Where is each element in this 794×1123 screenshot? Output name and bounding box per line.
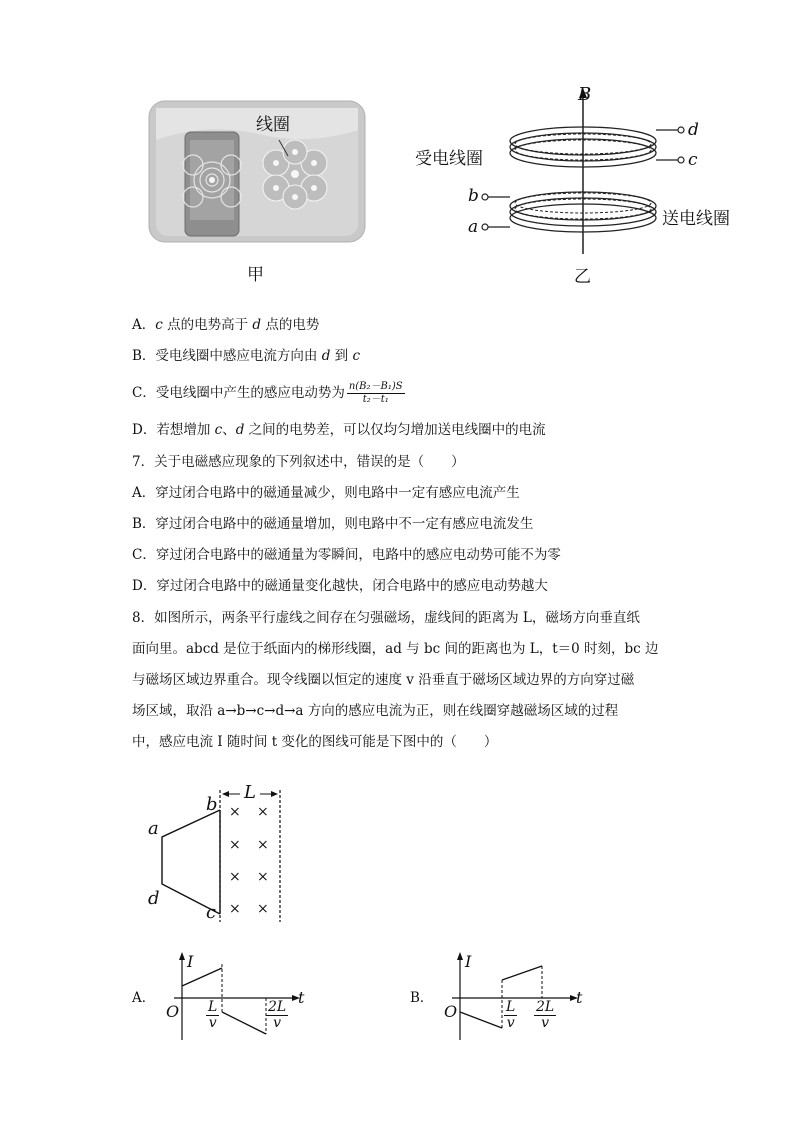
field-mark: × xyxy=(257,901,269,917)
q8-stem-line3: 与磁场区域边界重合。现令线圈以恒定的速度 v 沿垂直于磁场区域边界的方向穿过磁 xyxy=(132,672,635,688)
graph-b xyxy=(438,950,588,1045)
q8-stem-line4: 场区域，取沿 a→b→c→d→a 方向的感应电流为正，则在线圈穿越磁场区域的过程 xyxy=(132,703,619,719)
graph-b-tick-l-over-v: $\frac{L}{v}$ xyxy=(506,999,516,1031)
field-mark: × xyxy=(257,869,269,885)
graph-a-tick-l-over-v: $\frac{L}{v}$ xyxy=(208,999,218,1031)
q8-figure xyxy=(140,782,300,927)
field-mark: × xyxy=(229,869,241,885)
q6-option-d: D．若想增加 c、d 之间的电势差，可以仅均匀增加送电线圈中的电流 xyxy=(132,422,546,438)
graph-b-option: B． xyxy=(410,990,434,1006)
graph-b-origin: O xyxy=(444,1002,458,1021)
field-mark: × xyxy=(229,804,241,820)
q6-option-a: A．c 点的电势高于 d 点的电势 xyxy=(132,317,320,333)
graph-a-y-label: I xyxy=(187,952,194,971)
q8-stem-line2: 面向里。abcd 是位于纸面内的梯形线圈，ad 与 bc 间的距离也为 L，t＝0 时刻，bc 边 xyxy=(132,641,659,657)
graph-b-x-label: t xyxy=(576,988,583,1007)
sender-coil-label: 送电线圈 xyxy=(662,209,730,229)
field-mark: × xyxy=(229,901,241,917)
q8-stem-line5: 中，感应电流 I 随时间 t 变化的图线可能是下图中的（ ） xyxy=(132,734,498,750)
q6-option-b: B．受电线圈中感应电流方向由 d 到 c xyxy=(132,348,361,364)
graph-a-origin: O xyxy=(166,1002,180,1021)
figure-jia-caption: 甲 xyxy=(247,265,264,285)
trapezoid-coil-field-diagram xyxy=(140,782,300,927)
figure-jia xyxy=(148,100,366,245)
graph-a-tick-2l-over-v: $\frac{2L}{v}$ xyxy=(268,999,287,1031)
q7-option-d: D．穿过闭合电路中的磁通量变化越快，闭合电路中的感应电动势越大 xyxy=(132,578,548,594)
field-mark: × xyxy=(229,837,241,853)
terminal-d: d xyxy=(688,120,699,140)
graph-b-y-label: I xyxy=(465,952,472,971)
figure-yi-caption: 乙 xyxy=(574,267,591,287)
q6-option-c: C．受电线圈中产生的感应电动势为 $\frac{\text{n(B₂－B₁)S}}{\text{t₂－t₁}}$ xyxy=(132,381,403,405)
label-b: b xyxy=(206,794,218,815)
graph-a-option: A． xyxy=(132,990,156,1006)
terminal-c: c xyxy=(688,150,698,170)
q7-option-b: B．穿过闭合电路中的磁通量增加，则电路中不一定有感应电流发生 xyxy=(132,516,534,532)
q7-option-a: A．穿过闭合电路中的磁通量减少，则电路中一定有感应电流产生 xyxy=(132,485,520,501)
graph-a-x-label: t xyxy=(298,988,305,1007)
receiver-coil-label: 受电线圈 xyxy=(415,149,483,169)
field-mark: × xyxy=(257,837,269,853)
label-c: c xyxy=(206,902,217,923)
coil-label: 线圈 xyxy=(256,115,290,135)
q7-stem: 7．关于电磁感应现象的下列叙述中，错误的是（ ） xyxy=(132,454,465,470)
coil-pair-diagram xyxy=(410,84,760,284)
terminal-a: a xyxy=(468,217,479,237)
q7-option-c: C．穿过闭合电路中的磁通量为零瞬间，电路中的感应电动势可能不为零 xyxy=(132,547,561,563)
q8-stem-line1: 8．如图所示，两条平行虚线之间存在匀强磁场，虚线间的距离为 L，磁场方向垂直纸 xyxy=(132,610,640,626)
figure-yi xyxy=(410,84,760,284)
label-d: d xyxy=(148,888,160,909)
terminal-b: b xyxy=(468,186,479,206)
axis-b-label: B xyxy=(578,84,592,105)
emf-fraction: $\frac{\text{n(B₂－B₁)S}}{\text{t₂－t₁}}$ xyxy=(348,381,403,405)
label-a: a xyxy=(148,818,159,839)
label-l: L xyxy=(244,782,256,803)
graph-b-tick-2l-over-v: $\frac{2L}{v}$ xyxy=(536,999,555,1031)
field-mark: × xyxy=(257,804,269,820)
graph-a xyxy=(160,950,310,1045)
